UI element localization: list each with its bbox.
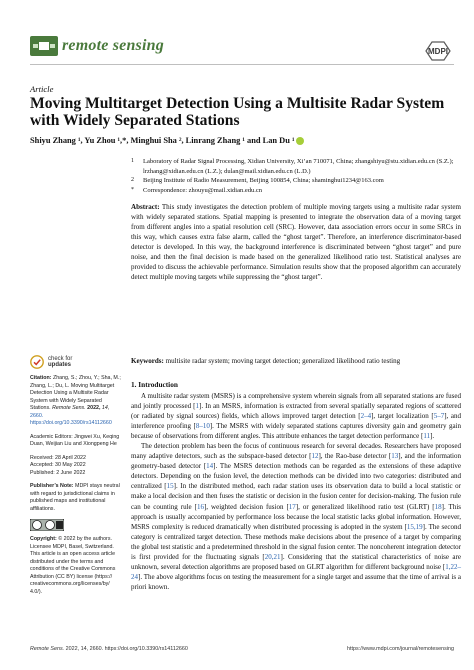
keywords-text: multisite radar system; moving target detection; generalized likelihood ratio testing xyxy=(165,357,401,365)
published-date: Published: 2 June 2022 xyxy=(30,469,86,476)
remote-sensing-logo-icon xyxy=(30,36,58,56)
check-updates-icon xyxy=(30,355,44,369)
publisher-note xyxy=(30,483,122,513)
text-run: ], and interference proofing [ xyxy=(131,412,461,431)
affiliation-item xyxy=(131,157,461,176)
citation-volume: 14, xyxy=(101,405,110,411)
check-for-updates-badge[interactable] xyxy=(30,355,122,369)
publisher-name: MDPI xyxy=(428,47,448,56)
text-run: ]. This approach is usually accompanied by performance loss because the local statistic lacks global information. However, MSRS complexity is reduced dramatically when distributed processing is adopted in the system [ xyxy=(131,502,462,531)
text-run: ], weighted decision fusion [ xyxy=(203,502,289,511)
citation-year: 2022, xyxy=(87,405,101,411)
copyright-text: © 2022 by the authors. Licensee MDPI, Basel, Switzerland. This article is an open access article distributed under the terms and conditions of the Creative Commons Attribution (CC BY) license (https:// creativecommons.org/licenses/by/ 4.0/). xyxy=(30,536,116,595)
citation-label: Citation: xyxy=(30,375,52,381)
check-updates-line: check for xyxy=(48,355,73,362)
reference-link[interactable]: 14 xyxy=(206,462,214,471)
header-divider xyxy=(30,64,454,65)
academic-editors: Academic Editors: Jingwei Xu, Keqing Duan, Weijian Liu and Xiongpeng He xyxy=(30,433,120,447)
text-run: ], and the information geometry-based detector [ xyxy=(131,452,462,471)
check-updates-text xyxy=(48,356,72,369)
publisher-note-label: Publisher’s Note: xyxy=(30,483,74,489)
publisher-note-text: MDPI stays neutral with regard to jurisdictional claims in published maps and institutional affiliations. xyxy=(30,483,120,512)
cc-by-license-icon[interactable] xyxy=(30,519,64,531)
footer-journal-url[interactable]: https://www.mdpi.com/journal/remotesensing xyxy=(347,646,454,652)
citation-text: Zhang, S.; Zhou, Y.; Sha, M.; Zhang, L.; Du, L. Moving Multitarget Detection Using a Multisite Radar System with Widely Separated Stations. xyxy=(30,375,121,411)
text-run: ]. The above algorithms focus on testing the measurement for a single target and assume that the time of arrival is a priori known. xyxy=(131,572,461,591)
correspondence-text: Correspondence: zhouyu@mail.xidian.edu.cn xyxy=(143,186,262,194)
text-run: ]. The MSRS with widely separated stations captures diversity gain and geometry gain because of observations from different angles. This attribute enhances the target detection performance [ xyxy=(131,422,462,441)
text-run: ]. xyxy=(430,432,435,441)
affiliation-text: Laboratory of Radar Signal Processing, Xidian University, Xi’an 710071, China; zhangshiyu@stu.xidian.edu.cn (S.Z.); lrzhang@xidian.edu.cn (L.Z.); dulan@mail.xidian.edu.cn (L.D.) xyxy=(143,158,454,175)
keywords-label: Keywords: xyxy=(131,357,164,365)
citation-block xyxy=(30,375,122,428)
abstract-text: This study investigates the detection problem of multiple moving targets using a multisite radar system with widely separated stations. Spatial mapping is presented to integrate the observation data of a moving target from different angles into a spatial resolution cell (SRC). However, data association errors occur in some SRCs in this way, which causes extra false alarm, called the “ghost target”. Therefore, an interference discriminator-based detector is developed. In this way, the background interference is discriminated between “ghost target” and pure noise, and then the final decision is made based on the generalized likelihood ratio test. Statistical analyses are provided to discuss the achievable performance. Simulation results show that the proposed algorithm can accurately detect multiple moving targets while suppressing the “ghost target”. xyxy=(131,203,461,282)
reference-link[interactable]: 15 xyxy=(166,482,174,491)
authors-text: Shiyu Zhang ¹, Yu Zhou ¹,*, Minghui Sha ², Linrang Zhang ¹ and Lan Du ¹ xyxy=(30,136,295,145)
reference-link[interactable]: 2–4 xyxy=(360,412,372,421)
text-run: ]. Considering that the statistical characteristics of noise are unknown, several detection algorithms are proposed based on GLRT algorithm for different background noise [ xyxy=(131,552,461,571)
text-run: ], the Rao-base detector [ xyxy=(318,452,392,461)
reference-link[interactable]: 17 xyxy=(288,502,296,511)
affiliation-mark: 2 xyxy=(131,177,134,184)
reference-link[interactable]: 11 xyxy=(423,432,431,441)
accepted-date: Accepted: 30 May 2022 xyxy=(30,462,86,468)
copyright-label: Copyright: xyxy=(30,536,57,542)
article-sidebar xyxy=(30,355,122,602)
text-run: ]. In the distributed method, each radar station uses its observation data to build a local statistic or make a local decision and then fuses the statistic or decision in the fusion center for decision-making. The fusion rule can be counting rule [ xyxy=(131,482,462,511)
affiliation-text: Beijing Institute of Radio Measurement, Beijing 100854, China; shaminghui1234@163.com xyxy=(143,177,384,185)
journal-name: remote sensing xyxy=(62,37,164,54)
reference-link[interactable]: 8–10 xyxy=(195,422,210,431)
reference-link[interactable]: 13 xyxy=(391,452,399,461)
text-run: ], or generalized likelihood ratio test (GLRT) [ xyxy=(295,502,435,511)
footer-citation xyxy=(30,646,188,652)
citation-journal: Remote Sens. xyxy=(52,405,86,411)
author-list xyxy=(30,136,304,145)
copyright-block xyxy=(30,536,122,596)
received-date: Received: 28 April 2022 xyxy=(30,454,86,461)
abstract-label: Abstract: xyxy=(131,203,160,211)
reference-link[interactable]: 16 xyxy=(196,502,204,511)
abstract xyxy=(131,202,461,282)
text-run: ]. The MSRS detection methods can be regarded as the extensions of these adaptive detectors. Depending on the fusion level, the detection methods can be divided into two categories: distributed and centralized [ xyxy=(131,462,462,491)
section-heading: 1. Introduction xyxy=(131,380,178,389)
text-run: ]. The second category is centralized target detection. These methods make decisions about the presence of a target by comparing the global test statistic and a predetermined threshold in the signal fusion center. The noncoherent integration detector is first provided for the fluctuating signals [ xyxy=(131,522,461,561)
reference-link[interactable]: 1 xyxy=(195,402,199,411)
affiliation-item xyxy=(131,186,461,196)
keywords xyxy=(131,356,461,366)
reference-link[interactable]: 5–7 xyxy=(433,412,445,421)
text-run: A multisite radar system (MSRS) is a comprehensive system wherein signals from all separated stations are fused and jointly processed [ xyxy=(131,392,461,411)
article-type: Article xyxy=(30,84,54,94)
reference-link[interactable]: 12 xyxy=(311,452,319,461)
text-run: ]. In an MSRS, information is extracted from several spatially separated regions of scattered (or radiated by signal sources) fields, which allows improved target detection [ xyxy=(131,402,461,421)
reference-link[interactable]: 18 xyxy=(434,502,442,511)
journal-logo[interactable] xyxy=(30,36,164,56)
text-run: ], target localization [ xyxy=(371,412,434,421)
reference-link[interactable]: 20,21 xyxy=(264,552,281,561)
reference-link[interactable]: 1,22–24 xyxy=(131,562,461,581)
reference-link[interactable]: 15,19 xyxy=(406,522,423,531)
citation-doi-link[interactable]: 2660. https://doi.org/10.3390/rs14112660 xyxy=(30,412,112,426)
affiliation-mark: * xyxy=(131,186,134,193)
paragraph xyxy=(131,441,461,592)
footer-journal: Remote Sens. xyxy=(30,646,65,652)
orcid-icon[interactable] xyxy=(296,137,304,145)
affiliation-item xyxy=(131,176,461,186)
check-updates-line: updates xyxy=(48,362,72,368)
paragraph xyxy=(131,391,461,441)
page-footer xyxy=(30,646,454,652)
dates-block xyxy=(30,455,122,478)
mdpi-logo-icon[interactable] xyxy=(422,40,454,62)
affiliations xyxy=(131,157,461,195)
article-title: Moving Multitarget Detection Using a Multisite Radar System with Widely Separated Stations xyxy=(30,95,445,129)
affiliation-mark: 1 xyxy=(131,158,134,164)
footer-info[interactable]: 2022, 14, 2660. https://doi.org/10.3390/rs14112660 xyxy=(65,646,188,652)
text-run: The detection problem has been the focus of continuous research for several decades. Researchers have proposed many adaptive detectors, such as the subspace-based detector [ xyxy=(131,442,461,461)
introduction-body xyxy=(131,391,461,592)
